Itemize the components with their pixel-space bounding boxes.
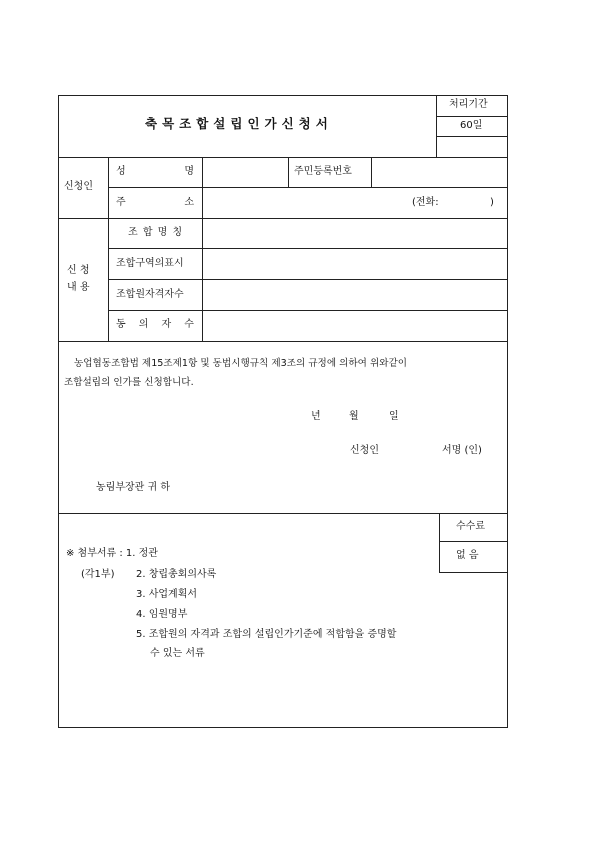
addressee: 농림부장관 귀 하 (96, 482, 170, 493)
name-label (116, 167, 194, 177)
processing-period-label: 처리기간 (449, 99, 488, 110)
address-label-char-1: 주 (116, 197, 126, 208)
declaration-line-2: 조합설립의 인가를 신청합니다. (64, 377, 194, 388)
fee-rule-mid (439, 541, 508, 542)
consenters-label-char-1: 동 (116, 319, 126, 330)
fee-rule-bottom (439, 572, 508, 573)
phone-label: (전화: (412, 197, 439, 208)
processing-rule-2 (436, 136, 508, 137)
rule-attachments-top (58, 513, 508, 514)
eligible-members-input[interactable] (203, 280, 507, 309)
date-month-label: 월 (349, 411, 359, 422)
association-area-input[interactable] (203, 249, 507, 278)
processing-rule-1 (436, 116, 508, 117)
phone-close: ) (490, 197, 494, 208)
attachment-item-5-cont: 수 있는 서류 (150, 648, 205, 659)
details-label-divider (108, 218, 109, 341)
rule-details-bottom (58, 341, 508, 342)
attachments-copies: (각1부) (81, 569, 115, 580)
consenters-label-char-3: 자 (161, 319, 172, 330)
association-name-input[interactable] (203, 219, 507, 247)
attachment-item-3: 3. 사업계획서 (136, 589, 198, 600)
form-title: 축목조합설립인가신청서 (145, 116, 333, 131)
signer-label: 신청인 (350, 445, 379, 456)
fee-value: 없 음 (456, 550, 479, 561)
applicant-label-divider (108, 157, 109, 218)
name-label-char-2: 명 (184, 166, 194, 177)
consenters-label-char-2: 의 (138, 319, 149, 330)
header-divider (436, 95, 437, 157)
association-area-label: 조합구역의표시 (116, 258, 184, 269)
declaration-line-1: 농업협동조합법 제15조제1항 및 동법시행규칙 제3조의 규정에 의하여 위와같이 (74, 358, 408, 369)
name-input[interactable] (203, 158, 287, 186)
rrn-label: 주민등록번호 (294, 166, 352, 177)
rrn-input[interactable] (372, 158, 507, 186)
details-section-label-2: 내 용 (67, 282, 90, 293)
details-section-label-1: 신 청 (67, 265, 90, 276)
consenters-input[interactable] (203, 311, 507, 340)
consenters-label-char-4: 수 (184, 319, 194, 330)
association-name-label: 조 합 명 칭 (128, 227, 184, 238)
sign-seal-label: 서명 (인) (442, 445, 482, 456)
attachment-item-2: 2. 창립총회의사록 (136, 569, 217, 580)
address-label (116, 198, 194, 208)
date-year-label: 년 (311, 411, 321, 422)
fee-divider (439, 513, 440, 572)
date-day-label: 일 (389, 411, 399, 422)
phone-input[interactable] (444, 189, 486, 216)
consenters-label (116, 320, 194, 330)
name-field-divider (288, 157, 289, 187)
name-label-char-1: 성 (116, 166, 126, 177)
attachment-item-5: 5. 조합원의 자격과 조합의 설립인가기준에 적합함을 증명할 (136, 629, 397, 640)
attachment-item-4: 4. 임원명부 (136, 609, 188, 620)
signature-field[interactable] (386, 440, 438, 460)
eligible-members-label: 조합원자격자수 (116, 289, 184, 300)
fee-label: 수수료 (456, 521, 485, 532)
attachments-heading: ※ 첨부서류 : 1. 정관 (66, 548, 158, 559)
processing-period-value: 60일 (460, 120, 483, 131)
applicant-section-label: 신청인 (64, 181, 93, 192)
address-label-char-2: 소 (184, 197, 194, 208)
address-input[interactable] (203, 188, 403, 217)
